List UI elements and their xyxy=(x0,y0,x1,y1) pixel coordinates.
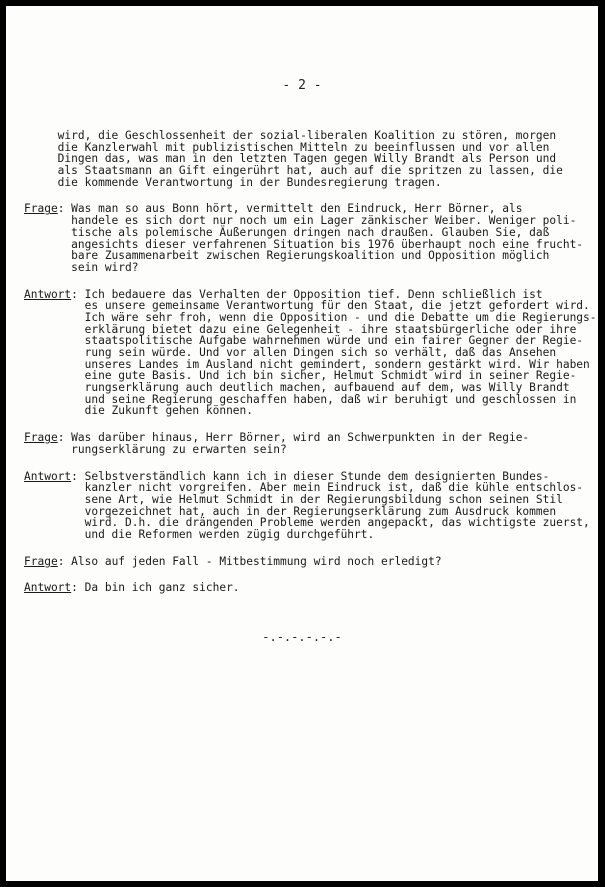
text-line xyxy=(24,262,584,274)
line-text: es unsere gemeinsame Verantwortung für den Staat, die jetzt gefordert wird. xyxy=(24,299,590,313)
line-text: tische als polemische Äußerungen dringen nach draußen. Glauben Sie, daß xyxy=(24,225,550,239)
line-text: Ich wäre sehr froh, wenn die Opposition - und die Debatte um die Regierungs- xyxy=(24,310,597,324)
line-text: rung sein würde. Und vor allen Dingen sich so verhält, daß das Ansehen xyxy=(24,346,557,359)
text-line xyxy=(24,556,584,568)
text-line xyxy=(24,529,584,541)
paragraph-frage xyxy=(24,432,584,455)
line-text: die Zukunft gehen können. xyxy=(24,404,254,418)
line-text: : Was man so aus Bonn hört, vermittelt den Eindruck, Herr Börner, als xyxy=(57,202,523,216)
paragraph-frage xyxy=(24,203,584,273)
line-text: vorgezeichnet hat, auch in der Regierungserklärung zum Ausdruck kommen xyxy=(24,504,557,518)
line-text: die Kanzlerwahl mit publizistischen Mitteln zu beeinflussen und vor allen xyxy=(24,140,550,154)
line-text: : Was darüber hinaus, Herr Börner, wird an Schwerpunkten in der Regie- xyxy=(57,431,530,445)
end-marker: -.-.-.-.-.- xyxy=(262,630,342,644)
speaker-label: Antwort xyxy=(24,287,72,301)
line-text: rungserklärung auch deutlich machen, aufbauend auf dem, was Willy Brandt xyxy=(24,381,570,395)
line-text: Dingen das, was man in den letzten Tagen gegen Willy Brandt als Person und xyxy=(24,152,557,166)
line-text: und seine Regierung geschaffen haben, daß wir beruhigt und geschlossen in xyxy=(24,392,577,406)
speaker-label: Frage xyxy=(24,431,58,445)
text-line xyxy=(24,177,584,189)
line-text: kanzler nicht vorgreifen. Aber mein Eindruck ist, daß die kühle entschlos- xyxy=(24,481,584,495)
line-text: : Also auf jeden Fall - Mitbestimmung wird noch erledigt? xyxy=(57,554,442,568)
speaker-label: Frage xyxy=(24,554,58,568)
line-text: unseres Landes im Ausland nicht gemindert, sondern gestärkt wird. Wir haben xyxy=(24,357,590,371)
document-page xyxy=(6,6,598,881)
line-text: wird. D.h. die drängenden Probleme werden angepackt, das wichtigste zuerst, xyxy=(24,516,590,530)
line-text: : Ich bedauere das Verhalten der Opposition tief. Denn schließlich ist xyxy=(71,287,543,301)
line-text: sein wird? xyxy=(24,260,139,274)
paragraph-antwort xyxy=(24,582,584,594)
speaker-label: Antwort xyxy=(24,581,72,595)
paragraph-frage xyxy=(24,556,584,568)
line-text: bare Zusammenarbeit zwischen Regierungskoalition und Opposition möglich xyxy=(24,249,550,263)
line-text: handele es sich dort nur noch um ein Lager zänkischer Weiber. Weniger poli- xyxy=(24,214,577,228)
paragraph-antwort xyxy=(24,469,590,541)
line-text: sene Art, wie Helmut Schmidt in der Regierungsbildung schon seinen Stil xyxy=(24,492,563,506)
speaker-label: Frage xyxy=(24,202,58,216)
line-text: : Selbstverständlich kann ich in dieser Stunde dem designierten Bundes- xyxy=(71,469,550,483)
text-line xyxy=(24,444,584,456)
line-text: : Da bin ich ganz sicher. xyxy=(71,581,240,595)
line-text: die kommende Verantwortung in der Bundesregierung tragen. xyxy=(24,175,442,189)
line-text: staatspolitische Aufgabe wahrnehmen würde und ein fairer Gegner der Regie- xyxy=(24,334,584,348)
line-text: angesichts dieser verfahrenen Situation bis 1976 überhaupt noch eine frucht- xyxy=(24,237,584,251)
page-number: - 2 - xyxy=(282,78,322,93)
line-text: wird, die Geschlossenheit der sozial-liberalen Koalition zu stören, morgen xyxy=(24,129,557,142)
line-text: und die Reformen werden zügig durchgeführt. xyxy=(24,527,375,541)
paragraph-antwort xyxy=(24,287,597,418)
line-text: rungserklärung zu erwarten sein? xyxy=(24,442,287,456)
line-text: eine gute Basis. Und ich bin sicher, Helmut Schmidt wird in seiner Regie- xyxy=(24,369,577,383)
line-text: erklärung bietet dazu eine Gelegenheit - ihre staatsbürgerliche oder ihre xyxy=(24,322,577,336)
text-line xyxy=(24,582,584,594)
text-line xyxy=(24,405,584,417)
line-text: als Staatsmann an Gift eingerührt hat, auch auf die spritzen zu lassen, die xyxy=(24,164,563,178)
paragraph-continuation xyxy=(24,130,584,188)
interview-transcript xyxy=(24,129,597,609)
speaker-label: Antwort xyxy=(24,469,72,483)
